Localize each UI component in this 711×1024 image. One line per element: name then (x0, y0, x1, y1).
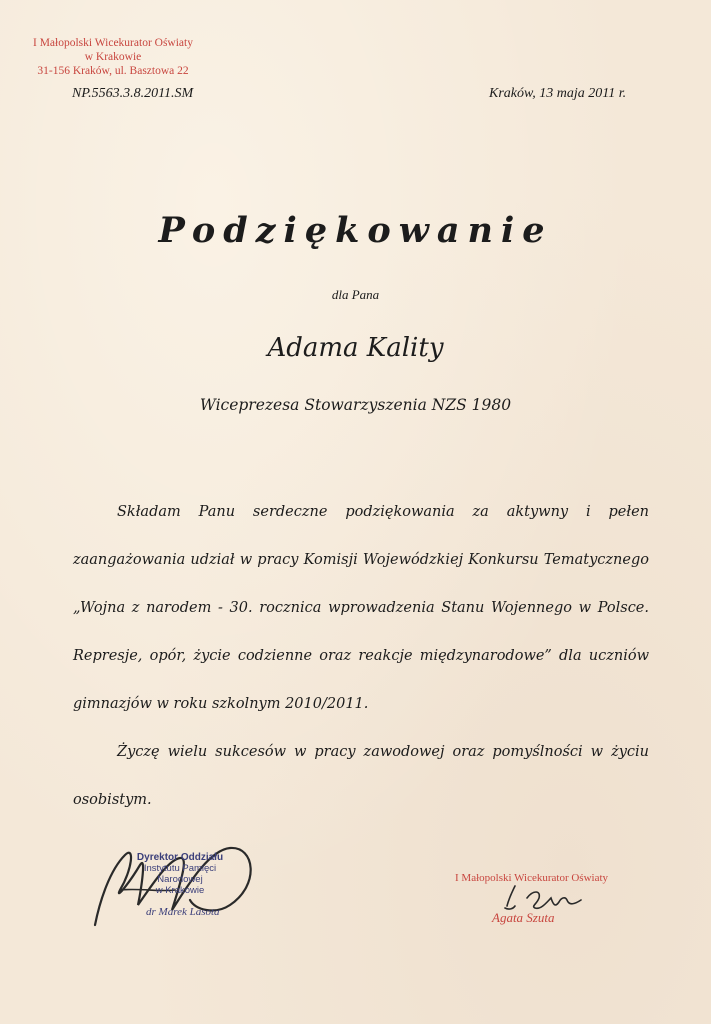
issuer-stamp-line2: w Krakowie (84, 51, 142, 63)
ipn-stamp-line2: Instytutu Pamięci Narodowej (143, 863, 217, 885)
reference-number: NP.5563.3.8.2011.SM (72, 86, 194, 101)
document-date: Kraków, 13 maja 2011 r. (489, 86, 627, 101)
issuer-stamp (28, 36, 198, 78)
recipient-name: Adama Kality (267, 333, 444, 363)
letter-body (73, 488, 649, 824)
body-paragraph-wishes: Życzę wielu sukcesów w pracy zawodowej oraz pomyślności w życiu osobistym. (73, 744, 649, 808)
ipn-stamp-line3: w Krakowie (155, 885, 205, 896)
recipient-role: Wiceprezesa Stowarzyszenia NZS 1980 (199, 396, 512, 414)
ipn-stamp (120, 852, 240, 896)
body-paragraph-thanks: Składam Panu serdeczne podziękowania za aktywny i pełen zaangażowania udział w pracy Komisji Wojewódzkiej Konkursu Tematycznego „Wojna z narodem - 30. rocznica wprowadzenia Stanu Wojennego w Polsce. Represje, opór, życie codzienne oraz reakcje międzynarodowe” dla uczniów gimnazjów w roku szkolnym 2010/2011. (73, 504, 649, 712)
document-title: Podziękowanie (158, 210, 553, 251)
recipient-prefix: dla Pana (331, 287, 380, 302)
kurator-stamp-title: I Małopolski Wicekurator Oświaty (455, 872, 609, 884)
issuer-stamp-line1: I Małopolski Wicekurator Oświaty (33, 37, 193, 49)
ipn-stamp-line1: Dyrektor Oddziału (136, 852, 224, 863)
kurator-signatory-name: Agata Szuta (492, 910, 555, 925)
ipn-signatory-name: dr Marek Lasota (146, 906, 220, 918)
issuer-stamp-line3: 31-156 Kraków, ul. Basztowa 22 (37, 65, 189, 77)
